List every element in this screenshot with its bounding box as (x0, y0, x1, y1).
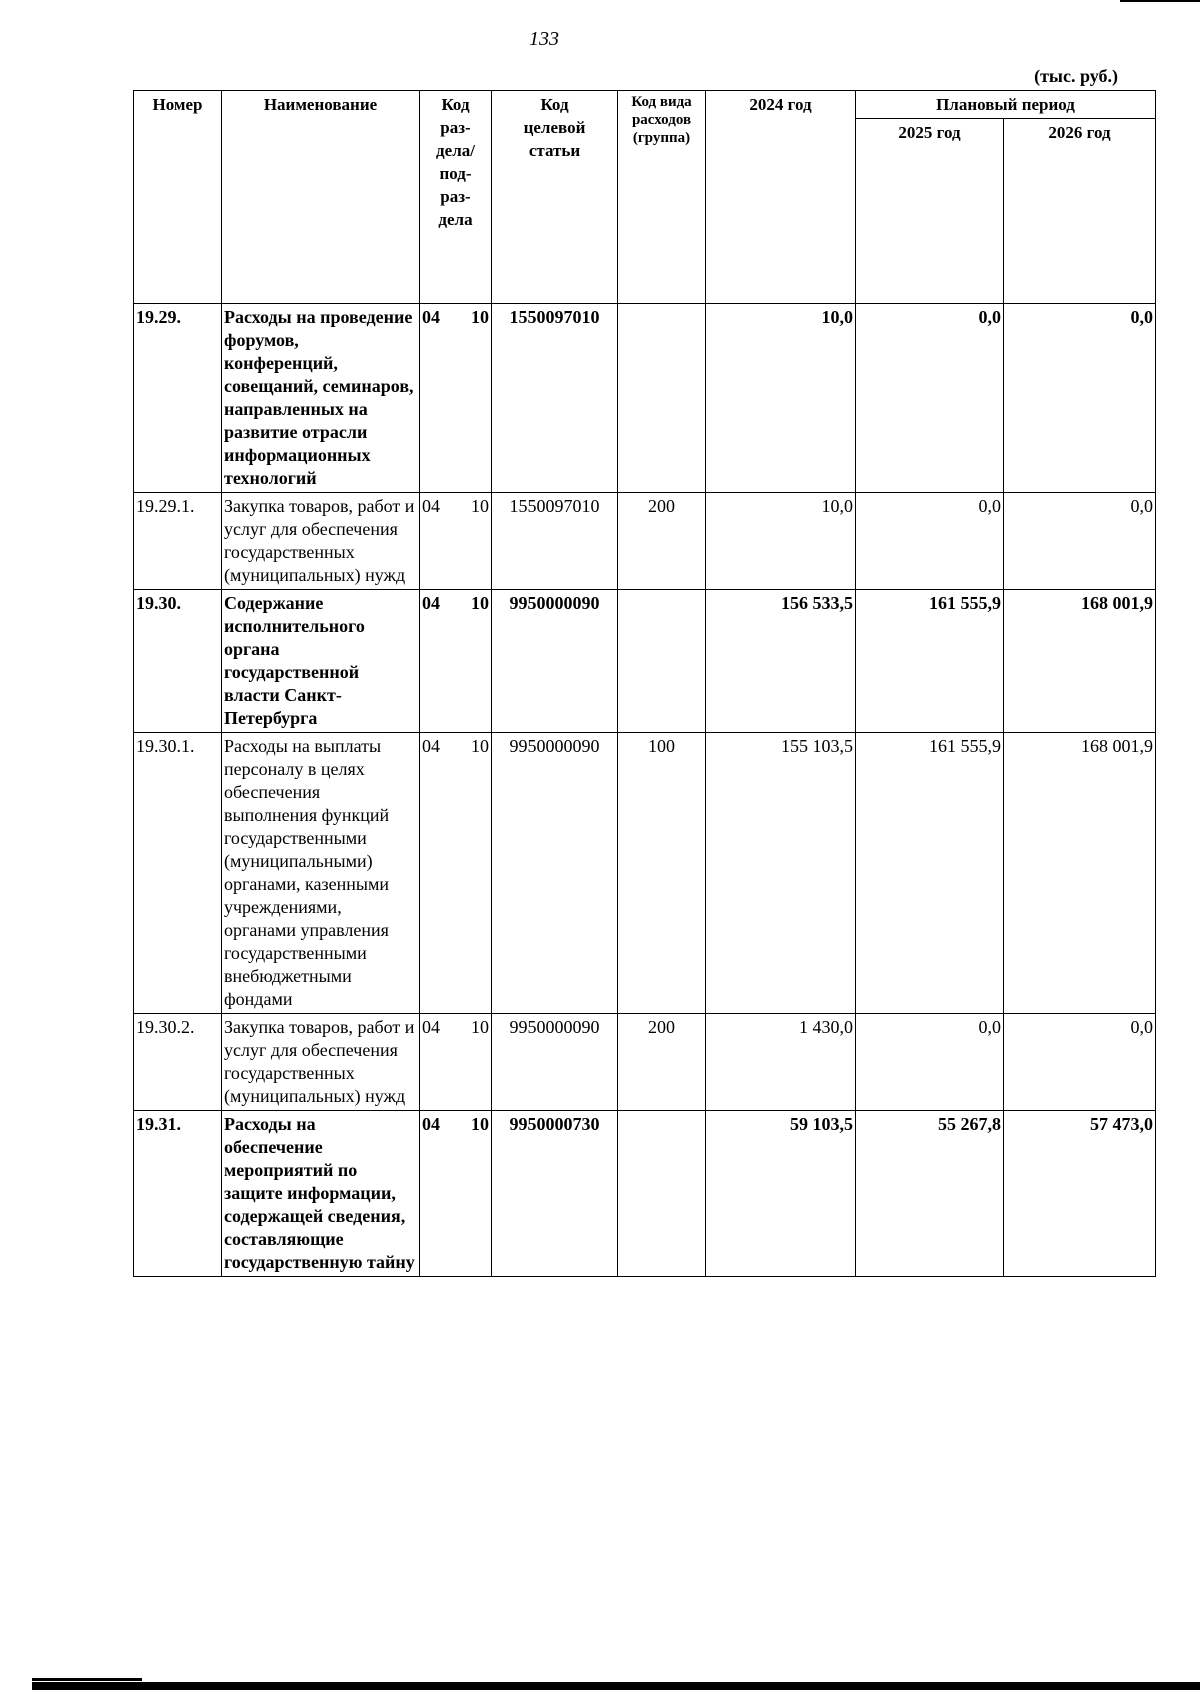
row-2026: 57 473,0 (1004, 1111, 1156, 1277)
row-rz: 04 (422, 307, 440, 327)
table-body (134, 304, 1156, 1277)
row-rz: 04 (422, 593, 440, 613)
row-section-code (420, 733, 492, 1014)
row-section-code (420, 1111, 492, 1277)
row-pr: 10 (471, 1017, 489, 1037)
row-target-code: 1550097010 (492, 304, 618, 493)
row-target-code: 1550097010 (492, 493, 618, 590)
row-expense-type (618, 1111, 706, 1277)
row-section-code (420, 493, 492, 590)
table-row (134, 1014, 1156, 1111)
row-2026: 0,0 (1004, 304, 1156, 493)
row-name: Закупка товаров, работ и услуг для обеспечения государственных (муниципальных) нужд (222, 1014, 420, 1111)
row-2025: 0,0 (856, 304, 1004, 493)
header-year-2025: 2025 год (856, 119, 1004, 304)
header-expense-type: Код вида расходов (группа) (618, 91, 706, 304)
table-row (134, 590, 1156, 733)
row-expense-type (618, 590, 706, 733)
row-2025: 161 555,9 (856, 733, 1004, 1014)
row-2026: 0,0 (1004, 1014, 1156, 1111)
row-name: Расходы на проведение форумов, конференций, совещаний, семинаров, направленных на развитие отрасли информационных технологий (222, 304, 420, 493)
row-name: Расходы на выплаты персоналу в целях обеспечения выполнения функций государственными (муниципальными) органами, казенными учреждениями, органами управления государственными внебюджетными фондами (222, 733, 420, 1014)
row-target-code: 9950000090 (492, 590, 618, 733)
row-number: 19.29. (134, 304, 222, 493)
page-number: 133 (529, 28, 559, 50)
header-name: Наименование (222, 91, 420, 304)
header-target-code: Код целевой статьи (492, 91, 618, 304)
scan-bottom-edge-tail (32, 1678, 142, 1681)
row-rz: 04 (422, 1017, 440, 1037)
row-2025: 55 267,8 (856, 1111, 1004, 1277)
row-expense-type: 200 (618, 1014, 706, 1111)
row-pr: 10 (471, 736, 489, 756)
row-pr: 10 (471, 496, 489, 516)
row-number: 19.29.1. (134, 493, 222, 590)
table-row (134, 733, 1156, 1014)
row-expense-type: 200 (618, 493, 706, 590)
header-year-2024: 2024 год (706, 91, 856, 304)
row-rz: 04 (422, 1114, 440, 1134)
budget-table (133, 90, 1156, 1277)
header-number: Номер (134, 91, 222, 304)
row-target-code: 9950000730 (492, 1111, 618, 1277)
header-section-code: Код раз- дела/ под- раз- дела (420, 91, 492, 304)
table-row (134, 304, 1156, 493)
scan-bottom-edge (32, 1682, 1200, 1690)
row-name: Содержание исполнительного органа государственной власти Санкт-Петербурга (222, 590, 420, 733)
row-number: 19.30.2. (134, 1014, 222, 1111)
row-number: 19.31. (134, 1111, 222, 1277)
row-number: 19.30.1. (134, 733, 222, 1014)
row-pr: 10 (471, 307, 489, 327)
row-2025: 161 555,9 (856, 590, 1004, 733)
header-row (134, 91, 1156, 119)
row-section-code (420, 1014, 492, 1111)
row-2024: 156 533,5 (706, 590, 856, 733)
row-name: Расходы на обеспечение мероприятий по защите информации, содержащей сведения, составляющие государственную тайну (222, 1111, 420, 1277)
row-2025: 0,0 (856, 493, 1004, 590)
row-target-code: 9950000090 (492, 1014, 618, 1111)
unit-note: (тыс. руб.) (1034, 66, 1118, 86)
row-pr: 10 (471, 593, 489, 613)
row-pr: 10 (471, 1114, 489, 1134)
row-2026: 0,0 (1004, 493, 1156, 590)
row-section-code (420, 590, 492, 733)
row-2024: 10,0 (706, 304, 856, 493)
table-row (134, 493, 1156, 590)
row-2024: 10,0 (706, 493, 856, 590)
row-2024: 1 430,0 (706, 1014, 856, 1111)
top-edge-rule (1120, 0, 1200, 2)
row-2024: 59 103,5 (706, 1111, 856, 1277)
table-row (134, 1111, 1156, 1277)
row-section-code (420, 304, 492, 493)
row-2026: 168 001,9 (1004, 590, 1156, 733)
row-expense-type: 100 (618, 733, 706, 1014)
row-name: Закупка товаров, работ и услуг для обеспечения государственных (муниципальных) нужд (222, 493, 420, 590)
row-2026: 168 001,9 (1004, 733, 1156, 1014)
row-2024: 155 103,5 (706, 733, 856, 1014)
row-expense-type (618, 304, 706, 493)
header-planned-period: Плановый период (856, 91, 1156, 119)
row-rz: 04 (422, 736, 440, 756)
header-year-2026: 2026 год (1004, 119, 1156, 304)
row-target-code: 9950000090 (492, 733, 618, 1014)
row-rz: 04 (422, 496, 440, 516)
row-2025: 0,0 (856, 1014, 1004, 1111)
row-number: 19.30. (134, 590, 222, 733)
